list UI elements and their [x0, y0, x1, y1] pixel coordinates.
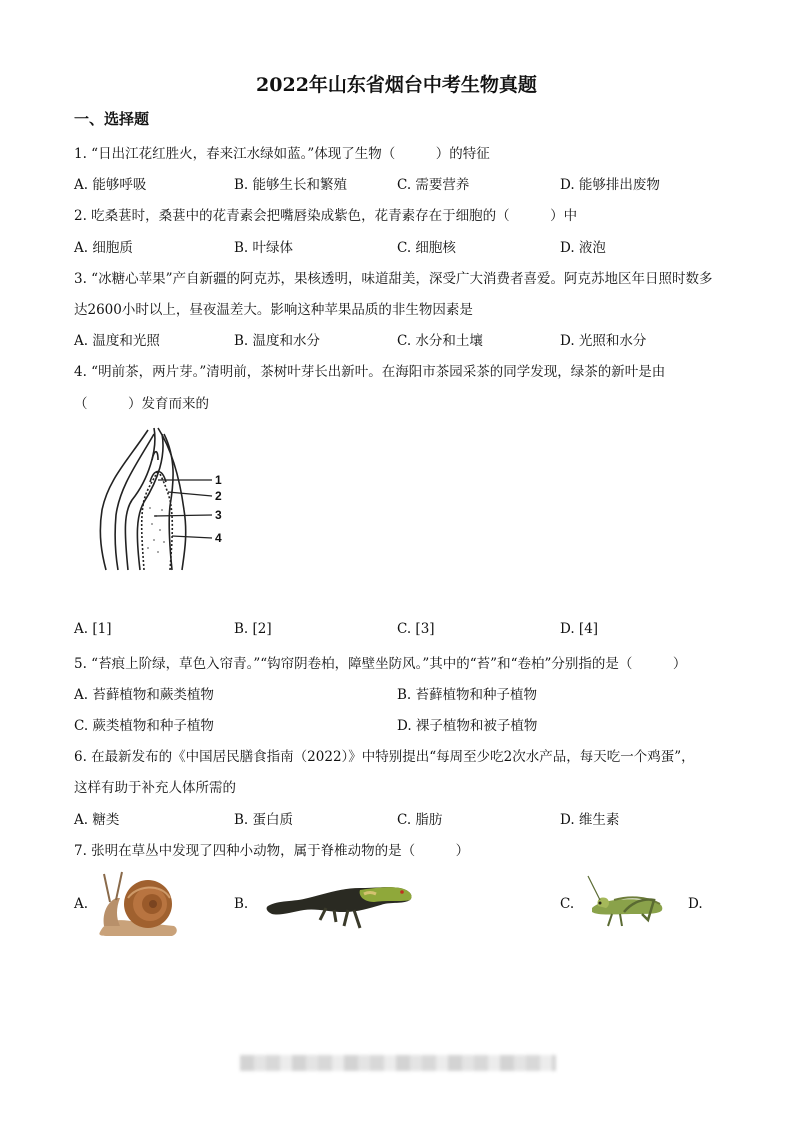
question-6-option-b[interactable]: B. 蛋白质 — [234, 812, 294, 828]
question-5-option-c[interactable]: C. 蕨类植物和种子植物 — [74, 718, 214, 734]
question-2-stem: 2. 吃桑葚时，桑葚中的花青素会把嘴唇染成紫色，花青素存在于细胞的（ ）中 — [74, 208, 578, 224]
diagram-label-3: 3 — [215, 508, 222, 522]
question-6-option-c[interactable]: C. 脂肪 — [397, 812, 443, 828]
diagram-label-2: 2 — [215, 489, 222, 503]
question-2-option-a[interactable]: A. 细胞质 — [74, 240, 133, 256]
leaf-bud-diagram — [88, 420, 248, 575]
question-2-option-b[interactable]: B. 叶绿体 — [234, 240, 294, 256]
question-6-option-d[interactable]: D. 维生素 — [560, 812, 620, 828]
question-7-stem: 7. 张明在草丛中发现了四种小动物，属于脊椎动物的是（ ） — [74, 843, 470, 859]
question-5-stem: 5. “苔痕上阶绿，草色入帘青。”“钩帘阴卷柏，障壁坐防风。”其中的“苔”和“卷柏”分别指的是（ ） — [74, 656, 687, 672]
question-2-option-c[interactable]: C. 细胞核 — [397, 240, 456, 256]
question-6-stem-line1: 6. 在最新发布的《中国居民膳食指南（2022）》中特别提出“每周至少吃2次水产品，每天吃一个鸡蛋”， — [74, 749, 695, 765]
question-1-option-c[interactable]: C. 需要营养 — [397, 177, 470, 193]
question-4-option-d[interactable]: D. [4] — [560, 621, 599, 637]
question-3-option-c[interactable]: C. 水分和土壤 — [397, 333, 483, 349]
snail-icon — [96, 868, 180, 940]
diagram-label-4: 4 — [215, 531, 222, 545]
question-5-option-b[interactable]: B. 苔藓植物和种子植物 — [397, 687, 538, 703]
diagram-label-1: 1 — [215, 473, 222, 487]
question-1-stem: 1. “日出江花红胜火，春来江水绿如蓝。”体现了生物（ ）的特征 — [74, 146, 490, 162]
question-5-option-d[interactable]: D. 裸子植物和被子植物 — [397, 718, 538, 734]
lizard-icon — [264, 876, 416, 932]
question-6-option-a[interactable]: A. 糖类 — [74, 812, 120, 828]
page-title: 2022年山东省烟台中考生物真题 — [256, 74, 537, 96]
question-7-option-a[interactable]: A. — [74, 896, 89, 912]
question-4-option-a[interactable]: A. [1] — [74, 621, 112, 637]
question-4-stem-line2: （ ）发育而来的 — [74, 396, 209, 412]
question-3-option-a[interactable]: A. 温度和光照 — [74, 333, 160, 349]
question-2-option-d[interactable]: D. 液泡 — [560, 240, 606, 256]
question-3-stem-line2: 达2600小时以上，昼夜温差大。影响这种苹果品质的非生物因素是 — [74, 302, 473, 318]
question-6-stem-line2: 这样有助于补充人体所需的 — [74, 780, 236, 796]
question-1-option-d[interactable]: D. 能够排出废物 — [560, 177, 660, 193]
question-7-option-c[interactable]: C. — [560, 896, 575, 912]
question-3-option-d[interactable]: D. 光照和水分 — [560, 333, 647, 349]
question-3-option-b[interactable]: B. 温度和水分 — [234, 333, 321, 349]
question-5-option-a[interactable]: A. 苔藓植物和蕨类植物 — [74, 687, 214, 703]
question-4-option-c[interactable]: C. [3] — [397, 621, 435, 637]
grasshopper-icon — [584, 874, 668, 930]
question-4-option-b[interactable]: B. [2] — [234, 621, 272, 637]
question-4-stem-line1: 4. “明前茶，两片芽。”清明前，茶树叶芽长出新叶。在海阳市茶园采茶的同学发现，绿茶的新叶是由 — [74, 364, 666, 380]
question-7-option-b[interactable]: B. — [234, 896, 249, 912]
footer-watermark — [240, 1055, 556, 1071]
question-1-option-a[interactable]: A. 能够呼吸 — [74, 177, 147, 193]
question-1-option-b[interactable]: B. 能够生长和繁殖 — [234, 177, 348, 193]
section-heading: 一、选择题 — [74, 110, 150, 128]
question-7-option-d[interactable]: D. — [688, 896, 703, 912]
question-3-stem-line1: 3. “冰糖心苹果”产自新疆的阿克苏，果核透明，味道甜美，深受广大消费者喜爱。阿克苏地区年日照时数多 — [74, 271, 713, 287]
